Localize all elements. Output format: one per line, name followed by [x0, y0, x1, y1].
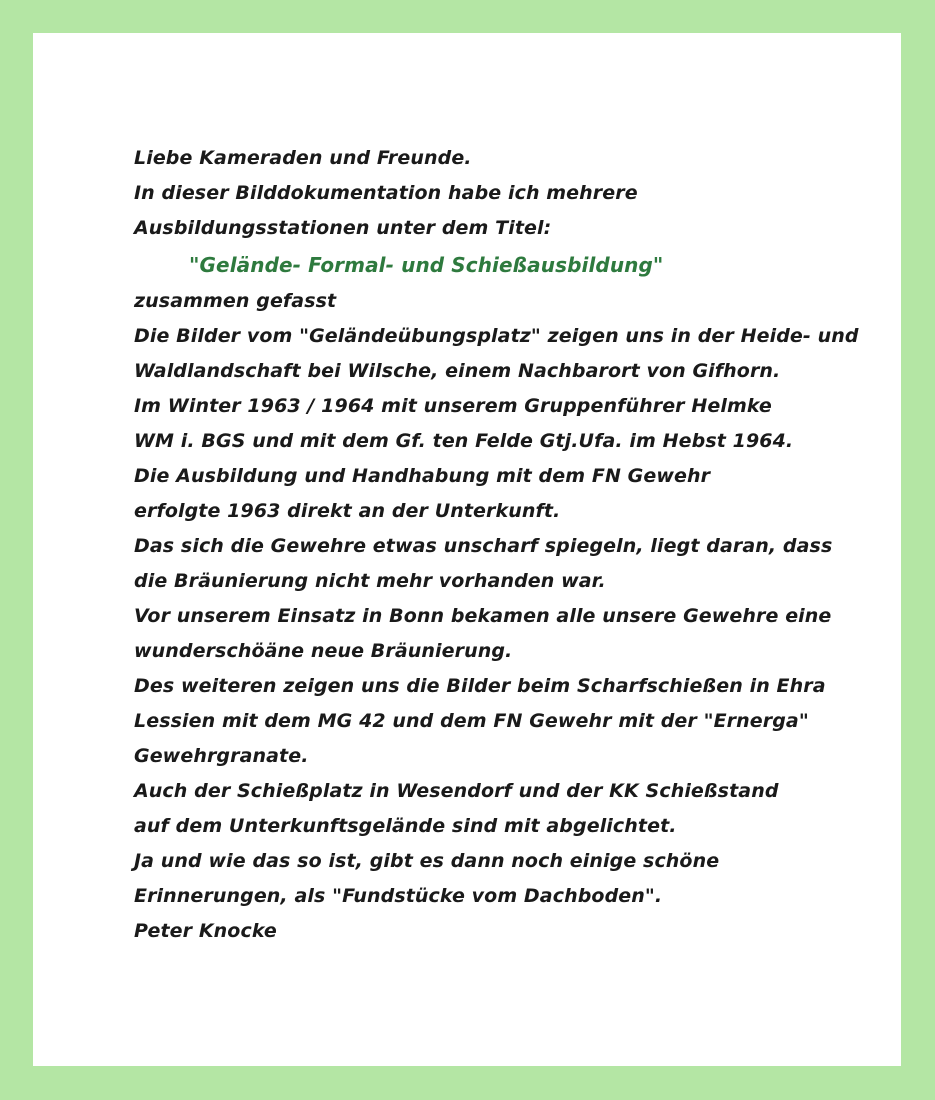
letter-line: wunderschöäne neue Bräunierung.: [134, 640, 513, 662]
letter-line: In dieser Bilddokumentation habe ich mehrere: [134, 182, 638, 204]
letter-line: auf dem Unterkunftsgelände sind mit abgelichtet.: [134, 815, 677, 837]
paper-sheet: [33, 33, 901, 1066]
letter-line: Die Bilder vom "Geländeübungsplatz" zeigen uns in der Heide- und: [134, 325, 859, 347]
letter-line: Erinnerungen, als "Fundstücke vom Dachboden".: [134, 885, 663, 907]
letter-greeting: Liebe Kameraden und Freunde.: [134, 147, 472, 169]
letter-line: Ausbildungsstationen unter dem Titel:: [134, 217, 552, 239]
letter-line: Gewehrgranate.: [134, 745, 309, 767]
letter-line: Ja und wie das so ist, gibt es dann noch einige schöne: [134, 850, 720, 872]
letter-line: die Bräunierung nicht mehr vorhanden war.: [134, 570, 606, 592]
letter-body: [134, 141, 859, 949]
letter-signature: Peter Knocke: [134, 920, 277, 942]
letter-line: erfolgte 1963 direkt an der Unterkunft.: [134, 500, 561, 522]
letter-line: Vor unserem Einsatz in Bonn bekamen alle unsere Gewehre eine: [134, 605, 832, 627]
letter-line: Waldlandschaft bei Wilsche, einem Nachbarort von Gifhorn.: [134, 360, 781, 382]
letter-line: Das sich die Gewehre etwas unscharf spiegeln, liegt daran, dass: [134, 535, 833, 557]
letter-line: Die Ausbildung und Handhabung mit dem FN Gewehr: [134, 465, 711, 487]
letter-title: "Gelände- Formal- und Schießausbildung": [189, 253, 664, 277]
letter-line: Lessien mit dem MG 42 und dem FN Gewehr mit der "Ernerga": [134, 710, 809, 732]
letter-line: Auch der Schießplatz in Wesendorf und der KK Schießstand: [134, 780, 779, 802]
letter-line: WM i. BGS und mit dem Gf. ten Felde Gtj.Ufa. im Hebst 1964.: [134, 430, 794, 452]
letter-line: Im Winter 1963 / 1964 mit unserem Gruppenführer Helmke: [134, 395, 772, 417]
letter-line: Des weiteren zeigen uns die Bilder beim Scharfschießen in Ehra: [134, 675, 826, 697]
letter-line: zusammen gefasst: [134, 290, 337, 312]
